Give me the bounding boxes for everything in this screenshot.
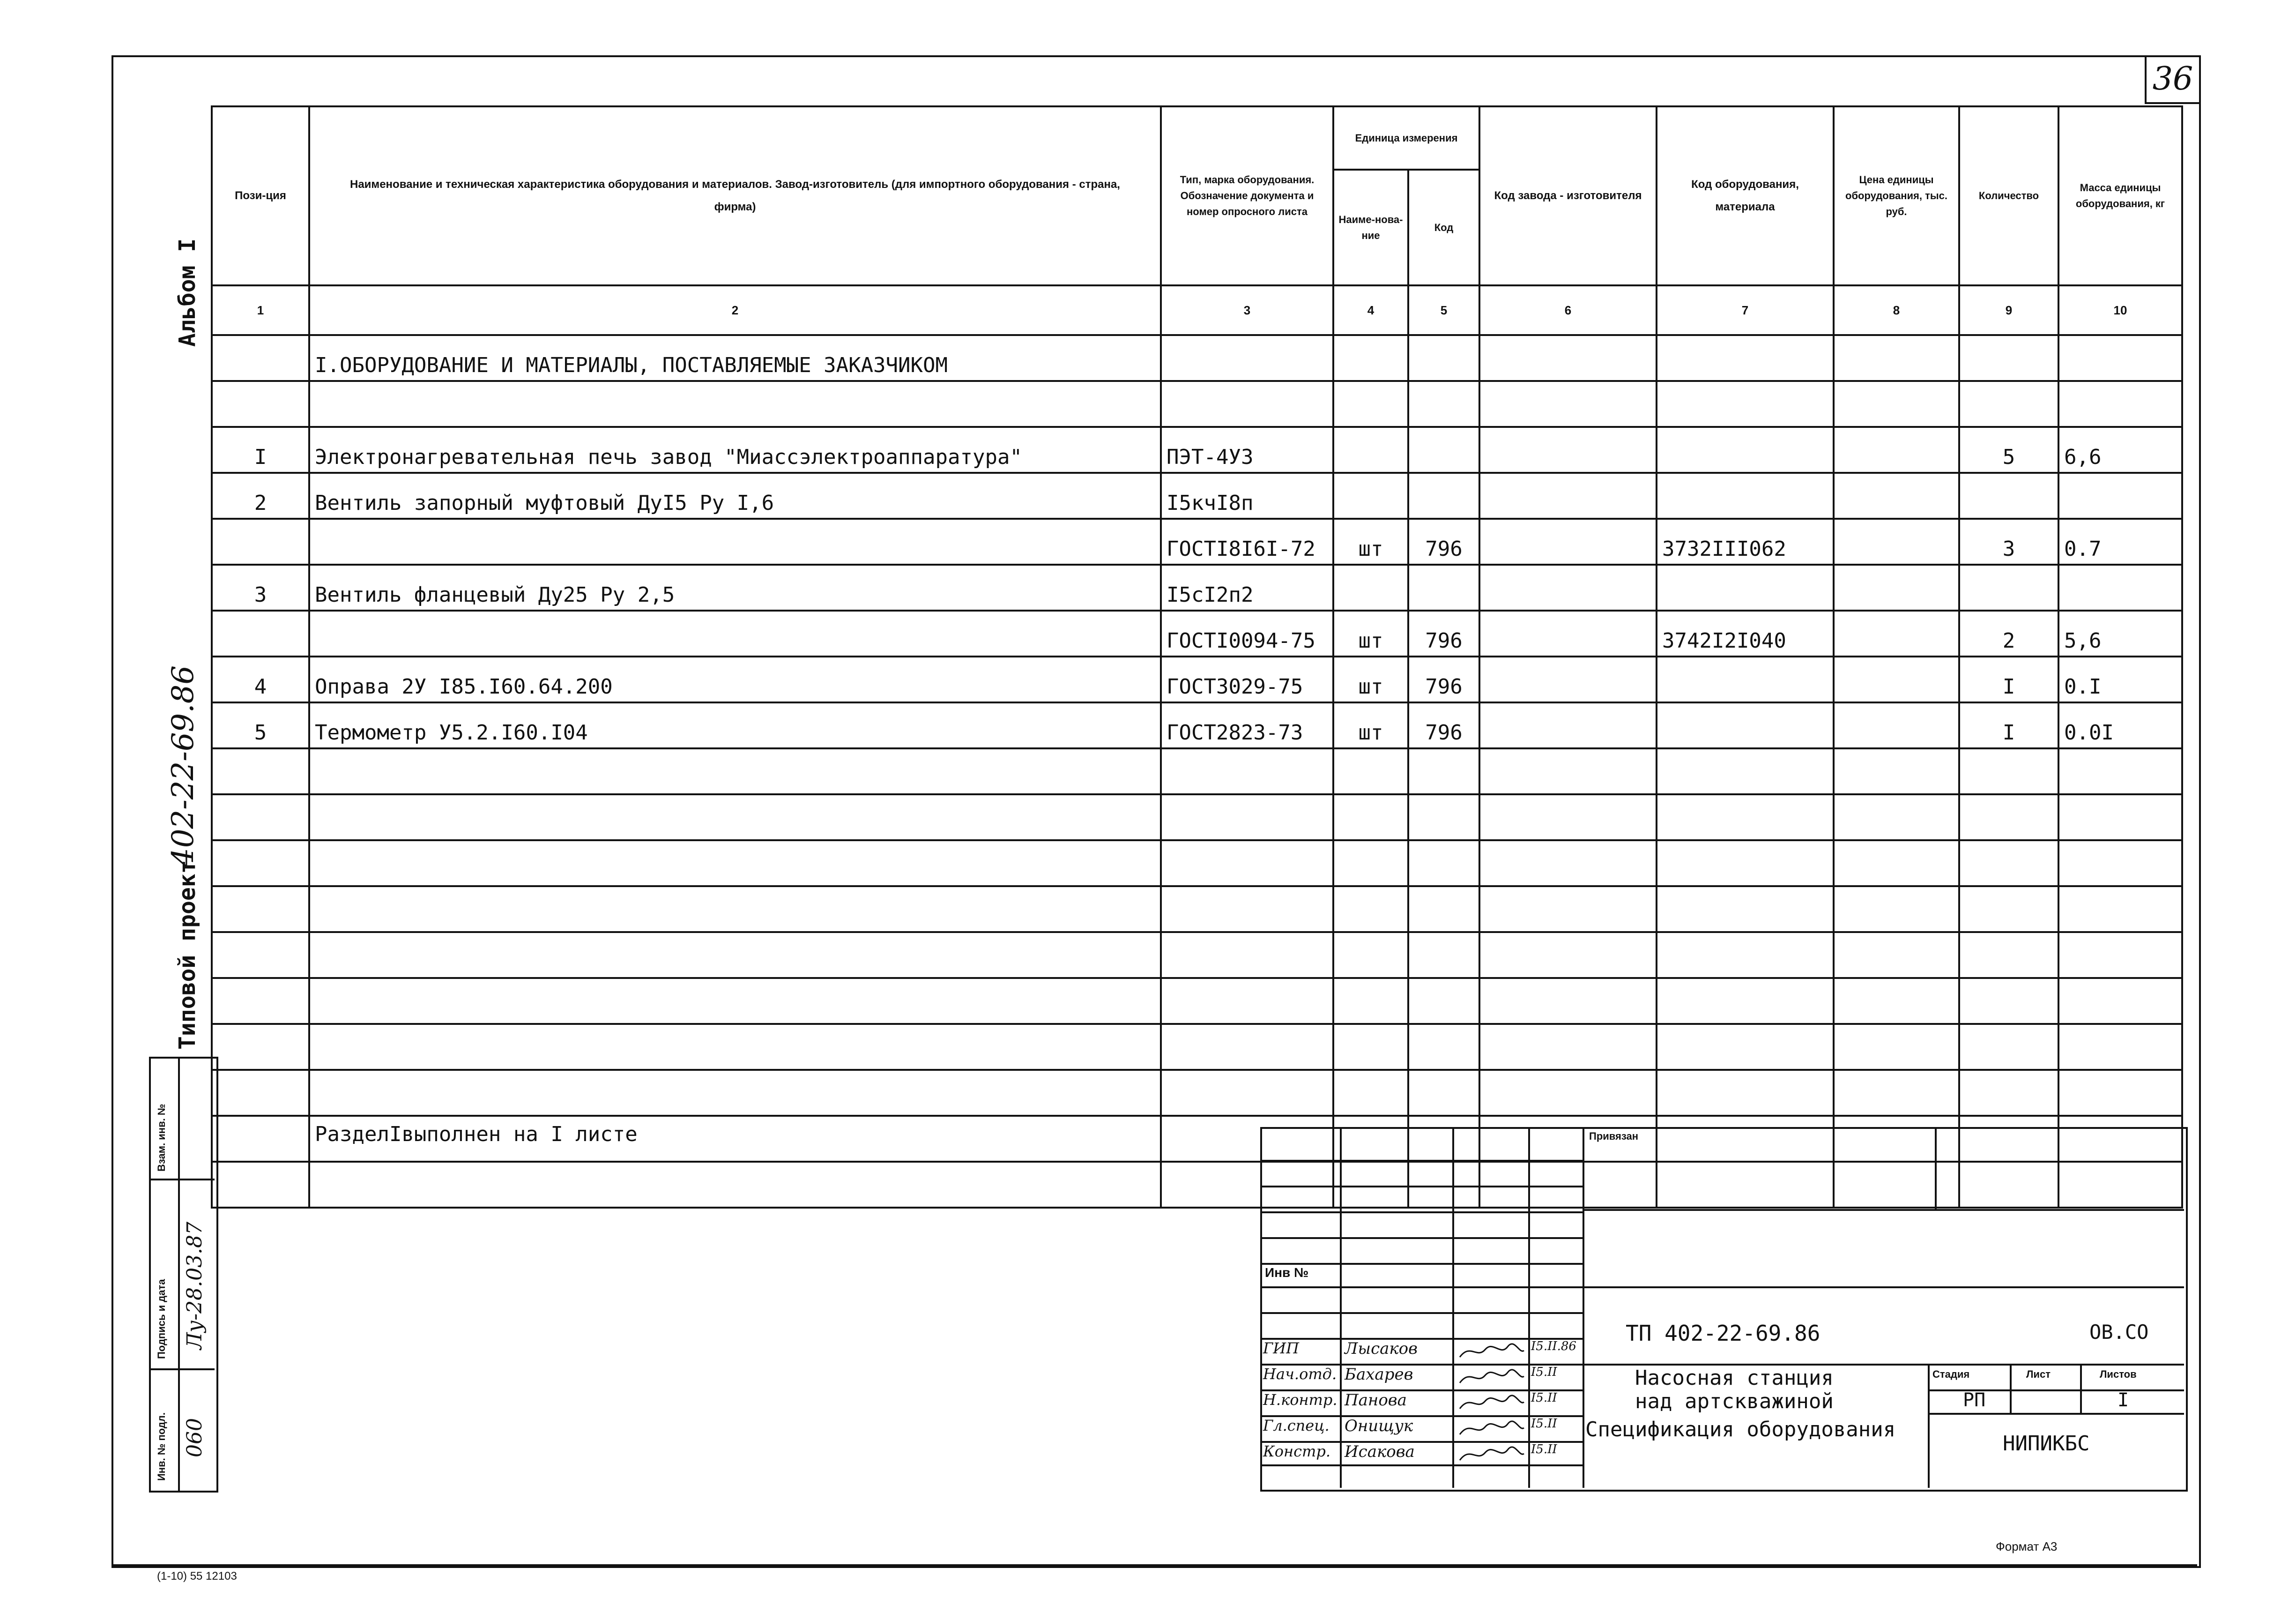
cell-qty [1959,381,2058,427]
signature-icon [1456,1366,1526,1389]
cell-unit [1333,565,1408,611]
stamp-name: Онищук [1345,1417,1413,1435]
header-unit-name: Наиме-нова-ние [1333,170,1408,285]
header-equip-code: Код оборудования, материала [1657,106,1834,285]
column-number: 9 [1959,285,2058,335]
empty-row [212,748,2182,794]
inv-no-label: Инв № [1265,1265,1309,1280]
empty-row [212,1024,2182,1070]
title-line3: Спецификация оборудования [1585,1418,1896,1441]
stamp-date: I5.II.86 [1531,1339,1576,1353]
column-number: 4 [1333,285,1408,335]
cell-type: ПЭТ-4УЗ [1161,427,1333,473]
stamp-role: Гл.спец. [1263,1417,1330,1434]
cell-qty [1959,473,2058,519]
cell-code [1408,473,1479,519]
column-number: 10 [2058,285,2182,335]
cell-mass: 0.I [2058,657,2182,702]
header-qty: Количество [1959,106,2058,285]
header-type: Тип, марка оборудования. Обозначение документа и номер опросного листа [1161,106,1333,285]
doc-code: ТП 402-22-69.86 [1626,1321,1820,1346]
cell-equip [1657,657,1834,702]
table-row [212,427,2182,473]
empty-row [212,978,2182,1024]
column-number: 2 [309,285,1161,335]
header-mass: Масса единицы оборудования, кг [2058,106,2182,285]
cell-equip: 3742I2I040 [1657,611,1834,657]
cell-price [1834,702,1959,748]
cell-price [1834,427,1959,473]
table-row [212,473,2182,519]
header-unit-code: Код [1408,170,1479,285]
header-pos: Пози-ция [212,106,309,285]
column-number: 3 [1161,285,1333,335]
column-number-row [212,285,2182,335]
cell-mass [2058,565,2182,611]
stamp-role: Нач.отд. [1263,1365,1337,1383]
cell-maker [1479,702,1657,748]
signature-icon [1456,1443,1526,1467]
cell-pos: 2 [212,473,309,519]
signature-icon [1456,1392,1526,1415]
cell-qty: I [1959,657,2058,702]
cell-maker [1479,381,1657,427]
cell-maker [1479,611,1657,657]
title-line1: Насосная станция [1635,1366,1834,1390]
stamp-date: I5.II [1531,1365,1557,1379]
cell-equip: 3732III062 [1657,519,1834,565]
cell-unit: шт [1333,702,1408,748]
section-title: I.ОБОРУДОВАНИЕ И МАТЕРИАЛЫ, ПОСТАВЛЯЕМЫЕ ЗАКАЗЧИКОМ [309,335,1161,381]
cell-mass: 5,6 [2058,611,2182,657]
column-number: 6 [1479,285,1657,335]
cell-mass [2058,381,2182,427]
project-number-label: 402-22-69.86 [166,665,201,867]
stage-label: Стадия [1932,1368,1970,1380]
cell-name: Вентиль фланцевый Ду25 Ру 2,5 [309,565,1161,611]
cell-type: ГОСТ3029-75 [1161,657,1333,702]
cell-name: Оправа 2У I85.I60.64.200 [309,657,1161,702]
stamp-name: Бахарев [1345,1365,1413,1384]
doc-suffix: ОВ.СО [2089,1321,2149,1344]
cell-name: Термометр У5.2.I60.I04 [309,702,1161,748]
podpis-value: Лу-28.03.87 [183,1221,207,1350]
cell-mass: 0.7 [2058,519,2182,565]
cell-equip [1657,473,1834,519]
cell-code [1408,427,1479,473]
header-name: Наименование и техническая характеристика оборудования и материалов. Завод-изготовитель (для импортного оборудования - страна, фирма) [309,106,1161,285]
cell-price [1834,657,1959,702]
empty-row [212,932,2182,978]
stage-value: РП [1963,1389,1986,1411]
cell-mass [2058,473,2182,519]
specification-table [211,105,2183,1209]
cell-type: ГОСТ2823-73 [1161,702,1333,748]
cell-type: I5кчI8п [1161,473,1333,519]
empty-row [212,886,2182,932]
cell-pos: 5 [212,702,309,748]
stamp-role: Н.контр. [1263,1391,1337,1409]
cell-maker [1479,519,1657,565]
cell-equip [1657,427,1834,473]
cell-price [1834,381,1959,427]
section-row [212,335,2182,381]
cell-qty: 3 [1959,519,2058,565]
sheets-label: Листов [2100,1368,2137,1380]
cell-unit: шт [1333,657,1408,702]
cell-maker [1479,565,1657,611]
cell-mass: 6,6 [2058,427,2182,473]
cell-code: 796 [1408,611,1479,657]
cell-type [1161,381,1333,427]
sheets-value: I [2118,1389,2129,1411]
inv-value: 060 [183,1418,207,1457]
stamp-name: Панова [1345,1391,1407,1410]
cell-qty: 2 [1959,611,2058,657]
stamp-name: Лысаков [1345,1339,1418,1358]
sheet-label: Лист [2026,1368,2051,1380]
album-label: Альбом I [174,238,201,347]
podpis-label: Подпись и дата [156,1279,167,1359]
empty-row [212,1070,2182,1116]
cell-equip [1657,565,1834,611]
table-row [212,519,2182,565]
column-number: 5 [1408,285,1479,335]
inv-label: Инв. № подл. [156,1412,167,1481]
org-name: НИПИКБС [2003,1432,2090,1456]
cell-price [1834,473,1959,519]
cell-maker [1479,473,1657,519]
header-price: Цена единицы оборудования, тыс. руб. [1834,106,1959,285]
cell-name [309,381,1161,427]
cell-pos [212,519,309,565]
cell-type: ГОСТI0094-75 [1161,611,1333,657]
cell-price [1834,611,1959,657]
cell-type: ГОСТI8I6I-72 [1161,519,1333,565]
stamp-role: Констр. [1263,1442,1331,1460]
empty-row [212,840,2182,886]
cell-pos: 4 [212,657,309,702]
cell-equip [1657,381,1834,427]
column-number: 8 [1834,285,1959,335]
cell-pos [212,381,309,427]
cell-maker [1479,657,1657,702]
cell-unit: шт [1333,611,1408,657]
section-note: РазделIвыполнен на I листе [315,1122,638,1146]
cell-name: Вентиль запорный муфтовый ДуI5 Ру I,6 [309,473,1161,519]
stamp-date: I5.II [1531,1442,1557,1456]
cell-mass: 0.0I [2058,702,2182,748]
cell-name: Электронагревательная печь завод "Миассэлектроаппаратура" [309,427,1161,473]
signature-icon [1456,1340,1526,1364]
table-row [212,702,2182,748]
title-line2: над артскважиной [1635,1389,1834,1413]
cell-unit [1333,473,1408,519]
empty-row [212,794,2182,840]
cell-unit [1333,381,1408,427]
cell-qty: 5 [1959,427,2058,473]
format-label: Формат А3 [1996,1539,2058,1553]
cell-maker [1479,427,1657,473]
cell-unit: шт [1333,519,1408,565]
cell-code: 796 [1408,702,1479,748]
cell-code: 796 [1408,519,1479,565]
table-row [212,611,2182,657]
cell-pos: 3 [212,565,309,611]
table-row [212,565,2182,611]
column-number: 1 [212,285,309,335]
table-row [212,657,2182,702]
table-row [212,381,2182,427]
cell-name [309,611,1161,657]
cell-code [1408,565,1479,611]
stamp-name: Исакова [1345,1442,1415,1461]
cell-pos [212,611,309,657]
cell-price [1834,565,1959,611]
header-maker-code: Код завода - изготовителя [1479,106,1657,285]
vzam-label: Взам. инв. № [156,1104,167,1172]
stamp-role: ГИП [1263,1339,1299,1357]
privyazan-label: Привязан [1589,1130,1639,1142]
cell-price [1834,519,1959,565]
project-prefix-label: Типовой проект [174,860,201,1050]
bottom-code: (1-10) 55 12103 [157,1570,237,1583]
cell-type: I5сI2п2 [1161,565,1333,611]
signature-icon [1456,1418,1526,1441]
cell-name [309,519,1161,565]
cell-qty [1959,565,2058,611]
cell-pos: I [212,427,309,473]
cell-qty: I [1959,702,2058,748]
cell-code [1408,381,1479,427]
column-number: 7 [1657,285,1834,335]
stamp-date: I5.II [1531,1391,1557,1405]
stamp-date: I5.II [1531,1417,1557,1431]
sheet-number: 36 [2145,55,2199,104]
header-unit: Единица измерения [1333,106,1479,170]
cell-unit [1333,427,1408,473]
cell-equip [1657,702,1834,748]
cell-code: 796 [1408,657,1479,702]
